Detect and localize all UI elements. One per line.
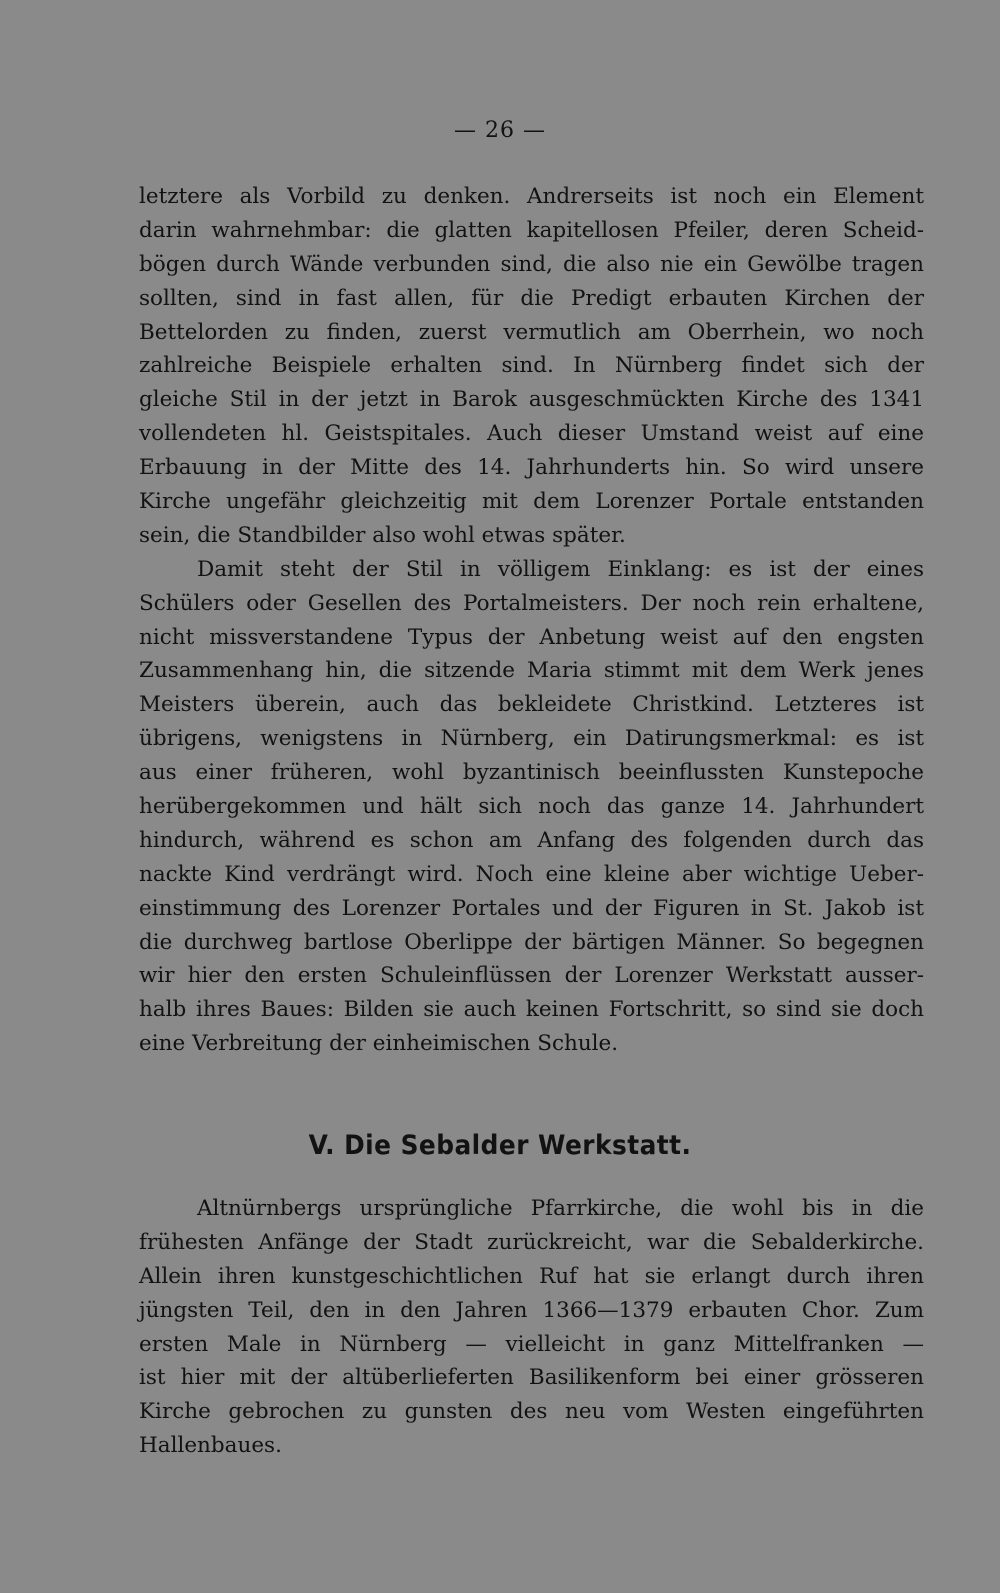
text-line: Hallenbaues.	[139, 1433, 282, 1459]
text-line: Allein ihren kunstgeschichtlichen Ruf hat sie erlangt durch ihren	[139, 1263, 924, 1289]
text-line: vollendeten hl. Geistspitales. Auch dieser Umstand weist auf eine	[139, 421, 924, 447]
text-line: sein, die Standbilder also wohl etwas später.	[139, 522, 626, 548]
text-line: Kirche gebrochen zu gunsten des neu vom Westen eingeführten	[139, 1399, 924, 1425]
text-line: halb ihres Baues: Bilden sie auch keinen Fortschritt, so sind sie doch	[139, 997, 924, 1023]
text-line: eine Verbreitung der einheimischen Schule.	[139, 1031, 619, 1057]
text-line: einstimmung des Lorenzer Portales und der Figuren in St. Jakob ist	[139, 895, 924, 921]
text-line: darin wahrnehmbar: die glatten kapitellosen Pfeiler, deren Scheid-	[139, 217, 924, 243]
paragraph	[139, 180, 924, 553]
text-line: Altnürnbergs ursprüngliche Pfarrkirche, die wohl bis in die	[197, 1196, 924, 1221]
paragraph	[139, 1192, 924, 1463]
text-line: Meisters überein, auch das bekleidete Christkind. Letzteres ist	[139, 692, 924, 718]
paragraph	[139, 553, 924, 1061]
body-text-upper	[139, 180, 924, 1061]
text-line: herübergekommen und hält sich noch das ganze 14. Jahrhundert	[139, 794, 924, 820]
text-line: Schülers oder Gesellen des Portalmeisters. Der noch rein erhaltene,	[139, 590, 924, 616]
text-line: frühesten Anfänge der Stadt zurückreicht, war die Sebalderkirche.	[139, 1229, 924, 1255]
page-number: — 26 —	[454, 118, 546, 143]
text-line: ersten Male in Nürnberg — vielleicht in ganz Mittelfranken —	[139, 1331, 924, 1357]
text-line: die durchweg bartlose Oberlippe der bärtigen Männer. So begegnen	[139, 929, 924, 955]
text-line: gleiche Stil in der jetzt in Barok ausgeschmückten Kirche des 1341	[139, 387, 924, 413]
text-line: Zusammenhang hin, die sitzende Maria stimmt mit dem Werk jenes	[139, 658, 924, 684]
text-line: Bettelorden zu finden, zuerst vermutlich am Oberrhein, wo noch	[139, 319, 924, 345]
text-line: letztere als Vorbild zu denken. Andrerseits ist noch ein Element	[139, 184, 924, 209]
text-line: sollten, sind in fast allen, für die Predigt erbauten Kirchen der	[139, 285, 924, 311]
text-line: Kirche ungefähr gleichzeitig mit dem Lorenzer Portale entstanden	[139, 489, 924, 515]
text-line: hindurch, während es schon am Anfang des folgenden durch das	[139, 827, 924, 853]
text-line: Erbauung in der Mitte des 14. Jahrhunderts hin. So wird unsere	[139, 455, 924, 481]
text-line: zahlreiche Beispiele erhalten sind. In Nürnberg findet sich der	[139, 353, 924, 379]
section-heading: V. Die Sebalder Werkstatt.	[308, 1130, 692, 1161]
text-line: bögen durch Wände verbunden sind, die also nie ein Gewölbe tragen	[139, 251, 924, 277]
text-line: aus einer früheren, wohl byzantinisch beeinflussten Kunstepoche	[139, 760, 924, 786]
text-line: übrigens, wenigstens in Nürnberg, ein Datirungsmerkmal: es ist	[139, 726, 924, 752]
text-line: Damit steht der Stil in völligem Einklang: es ist der eines	[197, 556, 924, 582]
text-line: ist hier mit der altüberlieferten Basilikenform bei einer grösseren	[139, 1365, 924, 1391]
text-line: nackte Kind verdrängt wird. Noch eine kleine aber wichtige Ueber-	[139, 861, 924, 887]
body-text-lower	[139, 1192, 924, 1463]
text-line: wir hier den ersten Schuleinflüssen der Lorenzer Werkstatt ausser-	[139, 963, 924, 989]
text-line: jüngsten Teil, den in den Jahren 1366—1379 erbauten Chor. Zum	[139, 1297, 924, 1323]
text-line: nicht missverstandene Typus der Anbetung weist auf den engsten	[139, 624, 924, 650]
